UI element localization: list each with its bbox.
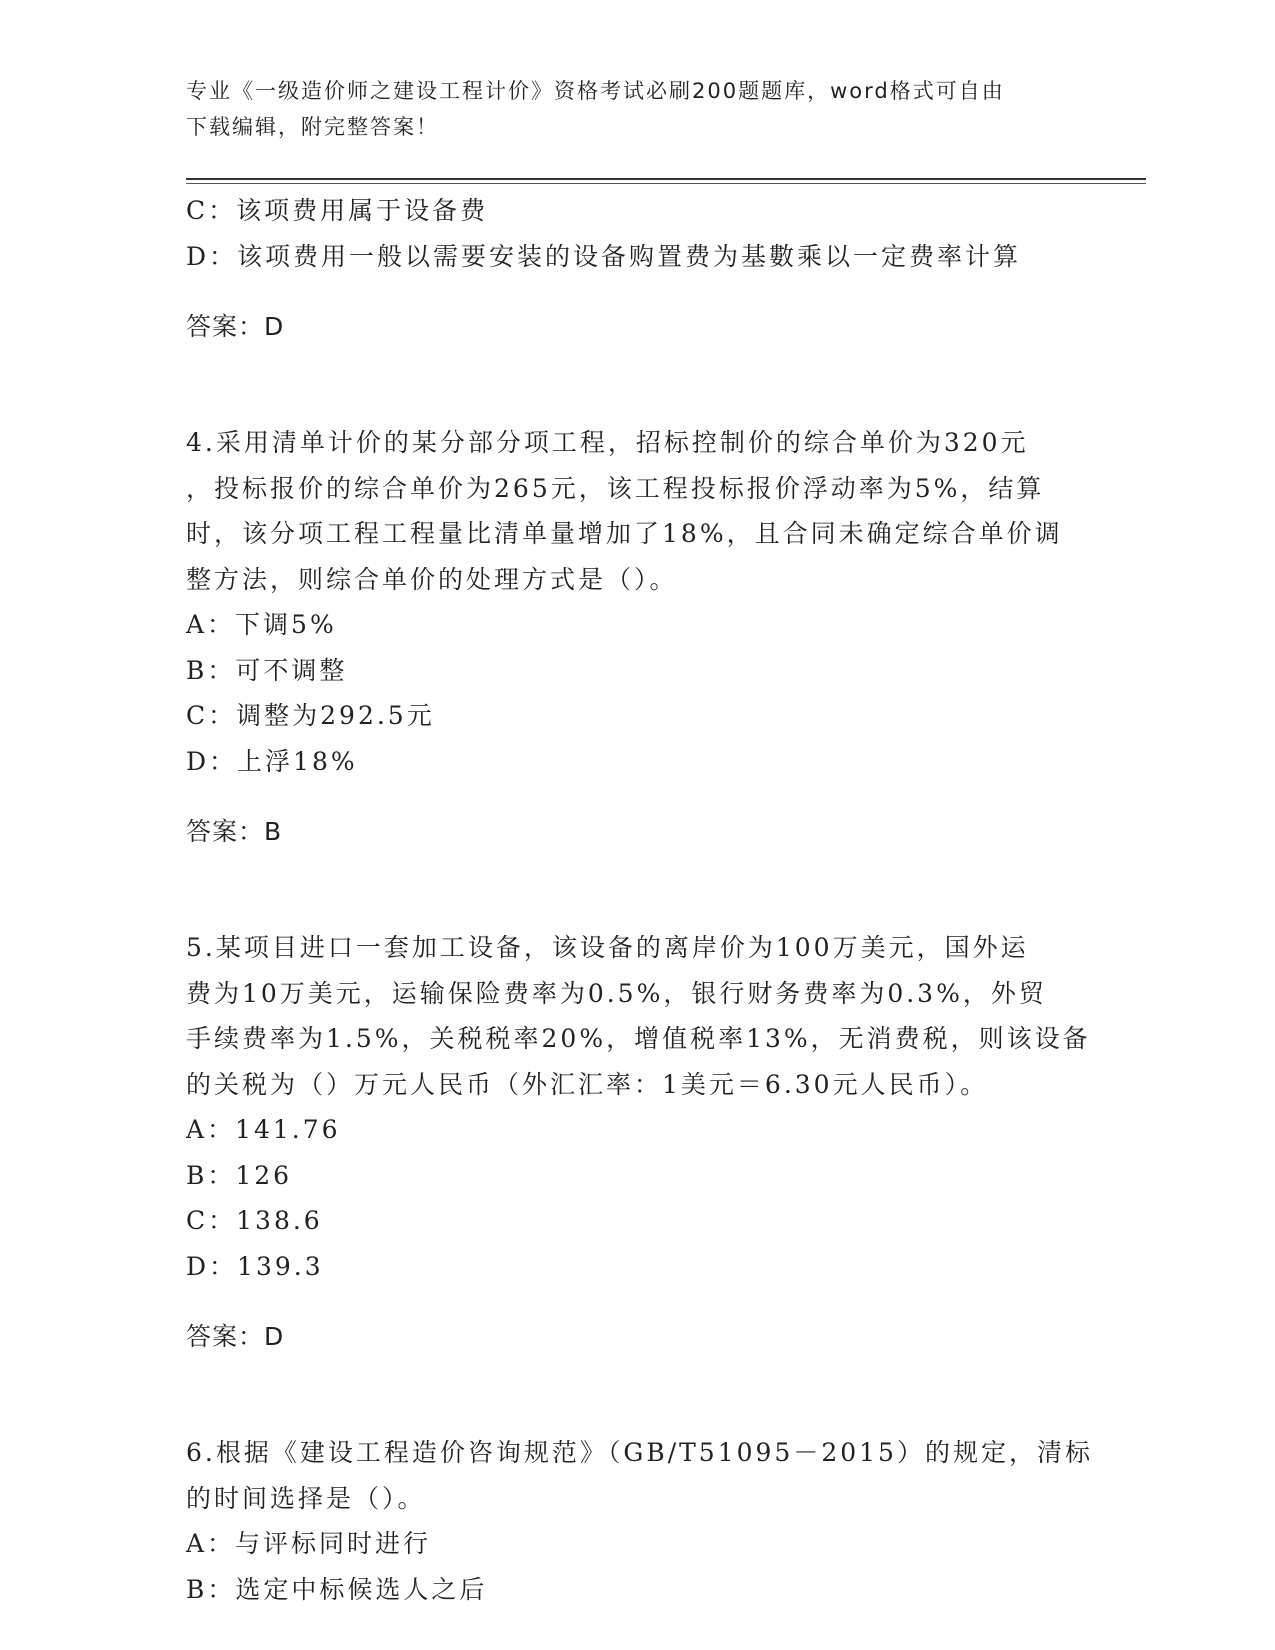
- option-d: D：上浮18%: [186, 746, 358, 776]
- option-a: A：141.76: [186, 1115, 341, 1144]
- option-a: A：与评标同时进行: [186, 1529, 432, 1558]
- document-header: [186, 73, 1066, 145]
- question-text-line: 5.某项目进口一套加工设备，该设备的离岸价为100万美元，国外运: [186, 933, 1029, 962]
- document-body: [186, 188, 1093, 1612]
- answer: 答案：D: [186, 312, 285, 341]
- question-5: [186, 925, 1091, 1360]
- header-line-2: 下载编辑，附完整答案！: [186, 115, 439, 139]
- option-d: D：该项费用一般以需要安装的设备购置费为基數乘以一定费率计算: [186, 241, 1022, 271]
- option-d: D：139.3: [186, 1251, 324, 1281]
- option-b: B：126: [186, 1160, 293, 1190]
- question-text-line: 整方法，则综合单价的处理方式是（）。: [186, 564, 678, 594]
- option-b: B：选定中标候选人之后: [186, 1574, 488, 1604]
- question-text-line: ，投标报价的综合单价为265元，该工程投标报价浮动率为5%，结算: [186, 473, 1045, 503]
- option-b: B：可不调整: [186, 655, 348, 685]
- question-text-line: 的关税为（）万元人民币（外汇汇率：1美元＝6.30元人民币）。: [186, 1069, 989, 1099]
- question-4: [186, 420, 1086, 855]
- option-a: A：下调5%: [186, 610, 337, 639]
- question-3: [186, 188, 1086, 350]
- answer: 答案：D: [186, 1322, 285, 1351]
- question-text-line: 6.根据《建设工程造价咨询规范》（GB/T51095－2015）的规定，清标: [186, 1438, 1093, 1467]
- question-text-line: 手续费率为1.5%，关税税率20%，增值税率13%，无消费税，则该设备: [186, 1024, 1091, 1053]
- header-divider-thin: [186, 183, 1146, 184]
- question-text-line: 时，该分项工程工程量比清单量增加了18%，且合同未确定综合单价调: [186, 519, 1063, 548]
- question-text-line: 费为10万美元，运输保险费率为0.5%，银行财务费率为0.3%，外贸: [186, 978, 1047, 1008]
- answer: 答案：B: [186, 817, 283, 846]
- option-c: C：138.6: [186, 1206, 323, 1235]
- header-divider: [186, 178, 1146, 180]
- option-c: C：该项费用属于设备费: [186, 196, 489, 225]
- question-text-line: 的时间选择是（）。: [186, 1483, 426, 1513]
- question-6: [186, 1430, 1093, 1612]
- question-text-line: 4.采用清单计价的某分部分项工程，招标控制价的综合单价为320元: [186, 428, 1029, 457]
- header-line-1: 专业《一级造价师之建设工程计价》资格考试必刷200题题库，word格式可自由: [186, 79, 1005, 103]
- option-c: C：调整为292.5元: [186, 701, 435, 730]
